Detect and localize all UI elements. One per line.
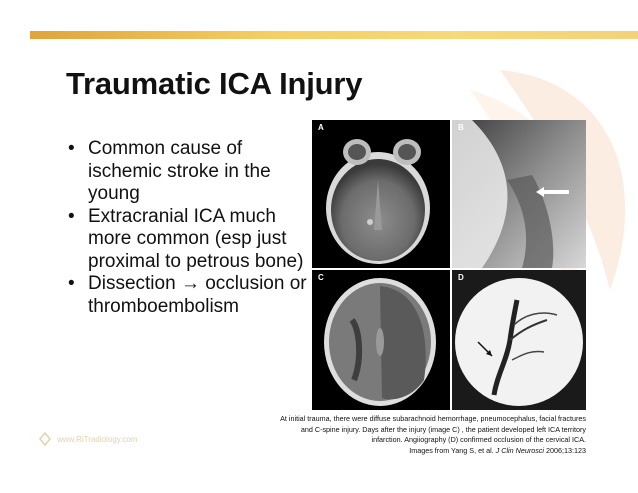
angiogram-image-d — [452, 270, 586, 410]
ct-scan-image-c — [312, 270, 450, 410]
figure-panel-b — [452, 120, 586, 268]
logo-icon — [38, 432, 52, 446]
bullet-list — [66, 138, 316, 318]
bullet-item: • Dissection → occlusion or thromboembolism — [66, 273, 316, 318]
bullet-item: • Common cause of ischemic stroke in the young — [66, 138, 316, 206]
panel-label-c: C — [318, 273, 324, 282]
figure-panel-a — [312, 120, 450, 268]
panel-label-b: B — [458, 123, 464, 132]
watermark: www.RiTradiology.com — [38, 432, 137, 446]
figure-caption: At initial trauma, there were diffuse subarachnoid hemorrhage, pneumocephalus, facial fractures and C-spine injury. Days after the injury (image C) , the patient developed left ICA territory infarction. Angiiography (D) confirmed occlusion of the cervical ICA. Images from Yang S, et al. J Clin Neurosci 2006;13:123 — [208, 414, 586, 456]
slide-title: Traumatic ICA Injury — [66, 66, 363, 101]
top-accent-bar — [30, 31, 638, 39]
figure-panel-d — [452, 270, 586, 410]
bullet-item: • Extracranial ICA much more common (esp just proximal to petrous bone) — [66, 206, 316, 274]
panel-label-a: A — [318, 123, 324, 132]
arrow-right-icon: → — [180, 273, 200, 294]
ct-scan-image-a — [312, 120, 450, 268]
xray-image-b — [452, 120, 586, 268]
image-source: Images from Yang S, et al. J Clin Neurosci 2006;13:123 — [409, 445, 586, 455]
panel-label-d: D — [458, 273, 464, 282]
figure-panel-c — [312, 270, 450, 410]
